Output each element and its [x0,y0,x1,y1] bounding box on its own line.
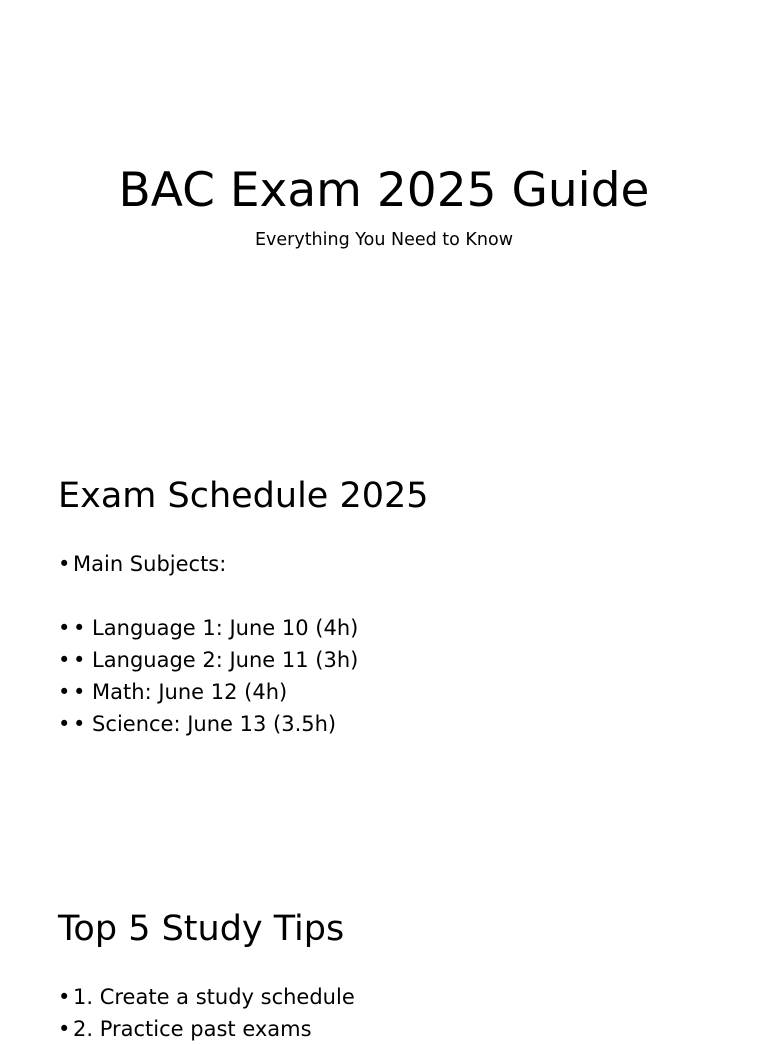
list-item [58,548,738,580]
bullet-marker: • [58,712,71,736]
schedule-list [58,548,738,740]
bullet-marker: • [58,648,71,672]
schedule-slide [58,474,738,740]
bullet-marker: • [58,616,71,640]
list-item [58,644,738,676]
list-item-text: Main Subjects: [73,552,227,576]
list-item-empty [58,580,738,612]
list-item-text: • Language 1: June 10 (4h) [73,616,359,640]
bullet-marker: • [58,552,71,576]
list-item-text: • Science: June 13 (3.5h) [73,712,337,736]
list-item [58,1013,738,1045]
title-slide [0,0,768,432]
bullet-marker: • [58,1017,71,1041]
list-item-text: • Language 2: June 11 (3h) [73,648,359,672]
page-subtitle: Everything You Need to Know [254,230,514,250]
schedule-heading: Exam Schedule 2025 [58,476,429,516]
list-item-text: 1. Create a study schedule [73,985,355,1009]
bullet-marker: • [58,985,71,1009]
list-item-text: 2. Practice past exams [73,1017,312,1041]
bullet-marker: • [58,680,71,704]
list-item [58,612,738,644]
tips-heading: Top 5 Study Tips [58,909,345,949]
tips-slide [58,907,738,1045]
page-title: BAC Exam 2025 Guide [118,163,650,218]
list-item [58,676,738,708]
list-item [58,708,738,740]
list-item [58,981,738,1013]
list-item-text: • Math: June 12 (4h) [73,680,288,704]
bullet-marker-empty [58,580,73,612]
tips-list [58,981,738,1045]
